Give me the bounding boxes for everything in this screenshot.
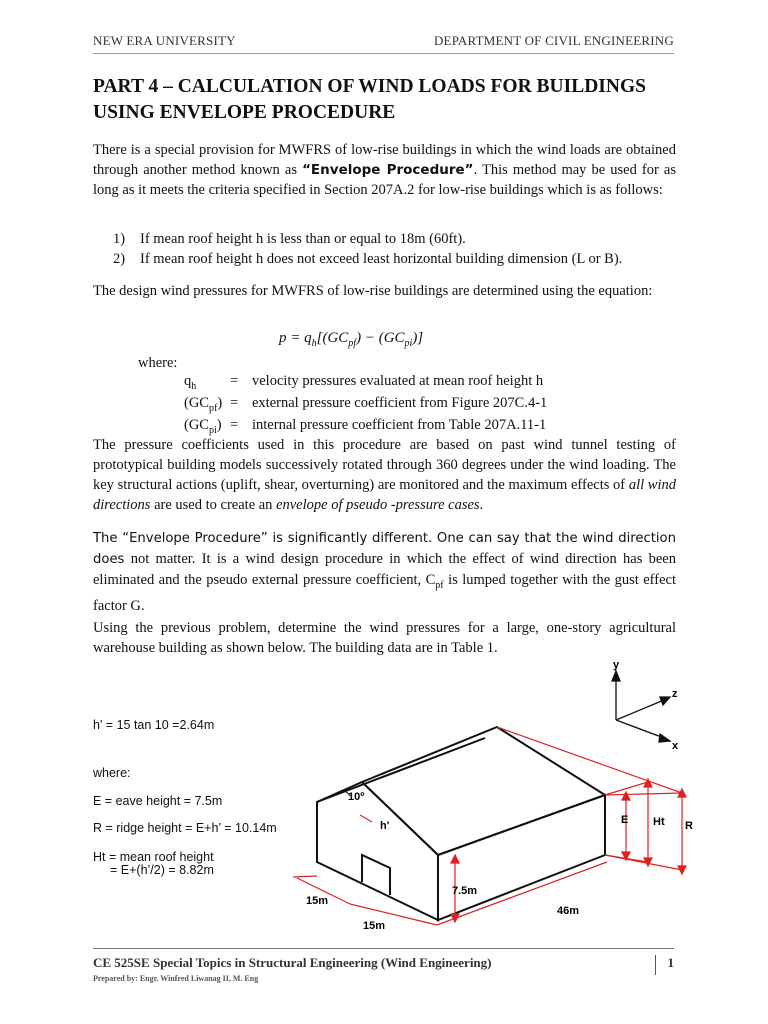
R-label: R bbox=[685, 820, 693, 832]
criteria-1-text: If mean roof height h is less than or equal to 18m (60ft). bbox=[140, 231, 466, 247]
def-description: external pressure coefficient from Figure 207C.4-1 bbox=[252, 394, 548, 411]
coeff-text-end: . bbox=[479, 497, 484, 513]
eq-part1: [(GC bbox=[316, 330, 349, 346]
length-label: 46m bbox=[557, 905, 580, 917]
where-label: where: bbox=[138, 355, 178, 371]
coeff-italic-1: all wind directions bbox=[93, 477, 677, 513]
def-description: velocity pressures evaluated at mean roof height h bbox=[252, 373, 544, 389]
def-sym-text: (GC bbox=[184, 394, 209, 411]
diagram-label-layer bbox=[306, 659, 693, 932]
eave-annotation: E = eave height = 7.5m bbox=[93, 794, 223, 808]
axis-y-label: y bbox=[613, 659, 620, 671]
door bbox=[362, 855, 390, 895]
ridge-annotation: R = ridge height = E+h’ = 10.14m bbox=[93, 821, 277, 835]
criteria-1-num: 1) bbox=[113, 231, 126, 247]
eave-dimension-label: 7.5m bbox=[452, 885, 478, 897]
criteria-2-text: If mean roof height h does not exceed least horizontal building dimension (L or B). bbox=[140, 251, 623, 267]
envelope-term: “Envelope Procedure” bbox=[302, 162, 474, 178]
axis-icon bbox=[612, 671, 670, 742]
footer-course: CE 525SE Special Topics in Structural Engineering (Wind Engineering) bbox=[93, 955, 492, 970]
footer-prepared-by: Prepared by: Engr. Winfred Liwanag II, M. Eng bbox=[93, 974, 259, 983]
def-equals: = bbox=[230, 394, 239, 411]
angle-label: 10º bbox=[348, 791, 365, 803]
def-description: internal pressure coefficient from Table 207A.11-1 bbox=[252, 416, 547, 433]
envelope-sub: pf bbox=[435, 579, 444, 591]
roof-plane bbox=[362, 727, 605, 855]
E-label: E bbox=[621, 814, 629, 826]
equation-intro: The design wind pressures for MWFRS of low-rise buildings are determined using the equation: bbox=[93, 283, 653, 299]
coeff-text-mid: are used to create an bbox=[150, 497, 277, 513]
envelope-text-end: is lumped together with the gust effect factor G. bbox=[93, 572, 676, 614]
def-sym-sub: h bbox=[191, 380, 197, 392]
intro-text-after: . This method may be used for as long as it meets the criteria specified in Section 207A.2 for low-rise buildings which is as follows: bbox=[93, 162, 677, 198]
header-university: NEW ERA UNIVERSITY bbox=[93, 33, 236, 48]
title-line-1: PART 4 – CALCULATION OF WIND LOADS FOR BUILDINGS bbox=[93, 76, 646, 97]
def-sym-close: ) bbox=[217, 394, 223, 411]
problem-paragraph: Using the previous problem, determine the wind pressures for a large, one-story agricultural warehouse building as shown below. The building data are in Table 1. bbox=[93, 620, 676, 656]
def-sym-close: ) bbox=[216, 416, 222, 433]
def-equals: = bbox=[230, 416, 239, 433]
def-sym-sub: pi bbox=[208, 424, 217, 436]
eq-part2: ) − (GC bbox=[356, 330, 405, 346]
front-gable-wall bbox=[317, 782, 438, 920]
Ht-label: Ht bbox=[653, 816, 665, 828]
hprime-annotation: h' = 15 tan 10 =2.64m bbox=[93, 718, 215, 732]
intro-text: There is a special provision for MWFRS of low-rise buildings in which the wind loads are obtained through another method known as bbox=[93, 142, 676, 178]
def-sym-text: (GC bbox=[184, 416, 209, 433]
title-line-2: USING ENVELOPE PROCEDURE bbox=[93, 102, 396, 123]
envelope-text: not matter. It is a wind design procedure in which the effect of wind direction has been eliminated and the pseudo external pressure coefficient, C bbox=[93, 551, 676, 588]
axis-z-label: z bbox=[672, 688, 678, 700]
hprime-label: h' bbox=[380, 820, 390, 832]
side-wall bbox=[438, 795, 605, 920]
where-annotation: where: bbox=[93, 766, 131, 780]
eq-lhs: p = q bbox=[279, 330, 312, 346]
far-eave-line bbox=[317, 738, 485, 802]
axis-x-label: x bbox=[672, 740, 679, 752]
page-footer bbox=[93, 948, 674, 987]
mean-height-value: = E+(h’/2) = 8.82m bbox=[110, 863, 214, 877]
envelope-sans-text: The “Envelope Procedure” is significantly different. One can say that the wind direction does bbox=[93, 531, 676, 567]
header-department: DEPARTMENT OF CIVIL ENGINEERING bbox=[433, 33, 674, 48]
def-equals: = bbox=[230, 373, 239, 389]
coeff-italic-2: envelope of pseudo -pressure cases bbox=[276, 497, 480, 513]
criteria-2-num: 2) bbox=[113, 251, 126, 267]
eq-qsub: h bbox=[311, 338, 317, 349]
eq-sub1: pf bbox=[348, 338, 357, 349]
width-label-1: 15m bbox=[306, 895, 329, 907]
mean-height-annotation: Ht = mean roof height bbox=[93, 850, 214, 864]
page-number: 1 bbox=[655, 955, 675, 975]
eq-end: )] bbox=[412, 330, 424, 346]
eq-sub2: pi bbox=[404, 338, 413, 349]
def-sym-text: q bbox=[184, 373, 192, 389]
def-sym-sub: pf bbox=[208, 402, 218, 414]
coeff-text: The pressure coefficients used in this procedure are based on past wind tunnel testing of prototypical building models successively rotated through 360 degrees under the wind loading. The key structural actions (uplift, shear, overturning) are monitored and the maximum effects of bbox=[93, 437, 676, 493]
dimension-lines bbox=[293, 727, 686, 925]
width-label-2: 15m bbox=[363, 920, 386, 932]
